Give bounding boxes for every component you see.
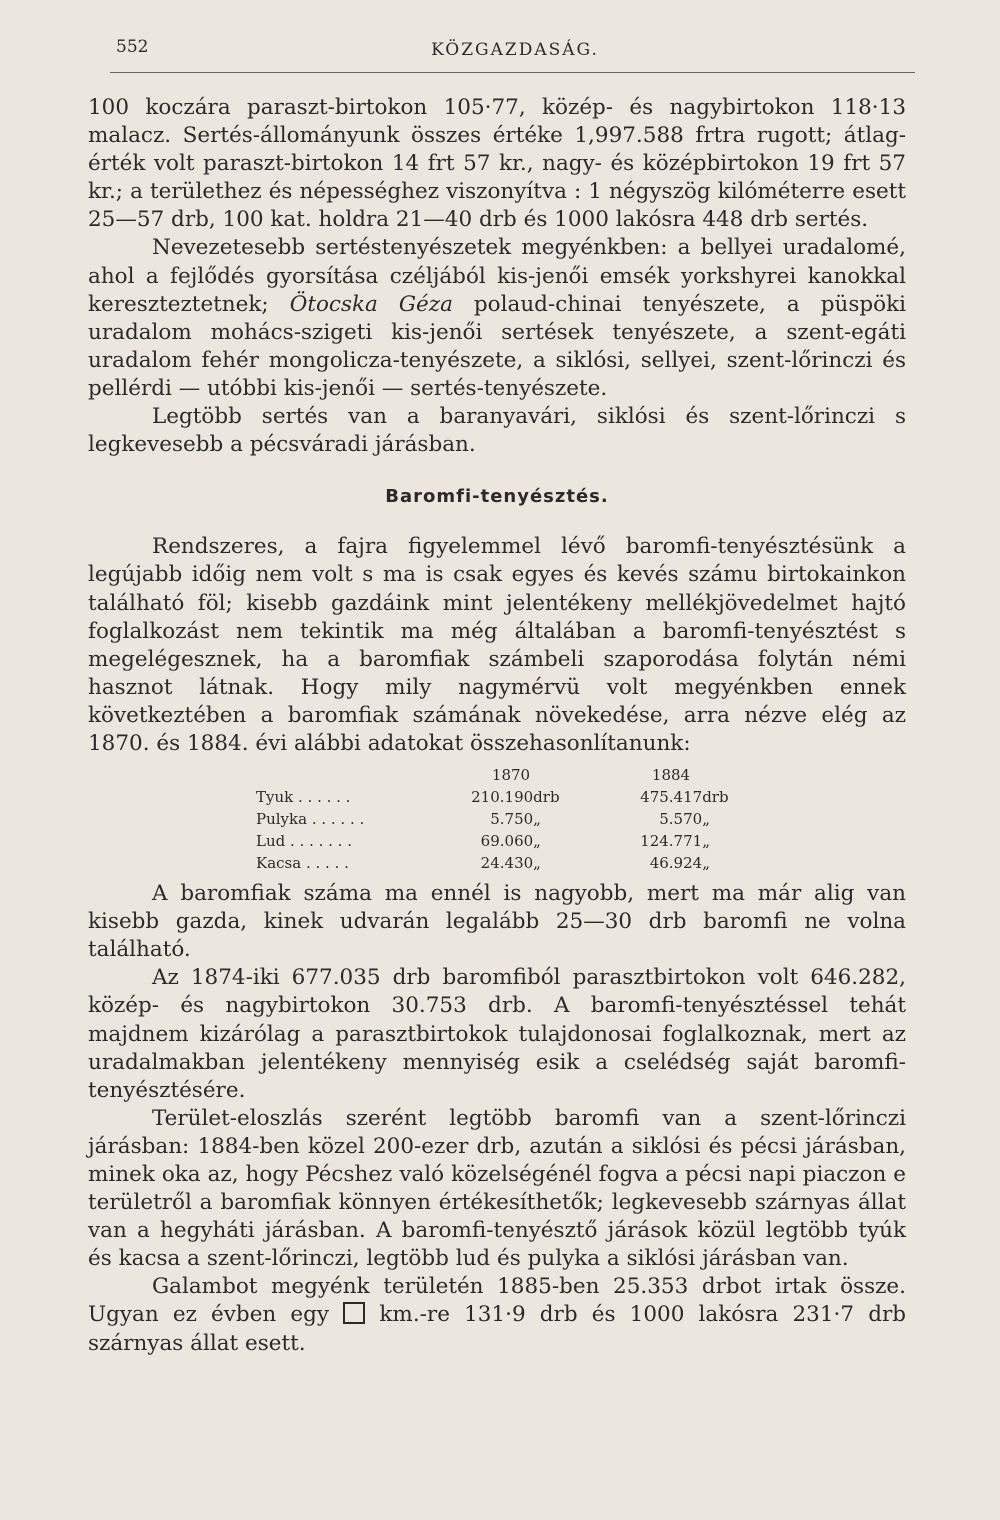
value-1870: 24.430 xyxy=(480,854,534,873)
paragraph-poultry-now: A baromfiak száma ma ennél is nagyobb, mert ma már alig van kisebb gazda, kinek udvarán legalább 25—30 drb baromfi ne volna található. xyxy=(88,881,906,963)
value-1884: 124.771 xyxy=(640,832,703,851)
table-row xyxy=(256,852,756,874)
poultry-table xyxy=(256,764,756,874)
row-label: Pulyka . . . . . . xyxy=(256,810,365,829)
value-1870: 210.190 xyxy=(471,788,534,807)
page-number: 552 xyxy=(116,37,149,57)
row-label: Tyuk . . . . . . xyxy=(256,788,351,807)
unit-1870: „ xyxy=(533,832,541,851)
paragraph-poultry-intro: Rendszeres, a fajra figyelemmel lévő baromfi-tenyésztésünk a legújabb időig nem volt s ma is csak egyes és kevés számu birtokainkon található föl; kisebb gazdáink mint jelentékeny mellékjövedelmet hajtó foglalkozást nem tekintik ma még általában a baromfi-tenyésztést s megelégesznek, ha a baromfiak számbeli szaporodása folytán némi hasznot látnak. Hogy mily nagymérvü volt megyénkben ennek következtében a baromfiak számának növekedése, arra nézve elég az 1870. és 1884. évi alábbi adatokat összehasonlítanunk: xyxy=(88,534,906,756)
table-header-1884: 1884 xyxy=(651,766,691,785)
paragraph-poultry-districts: Terület-eloszlás szerént legtöbb baromfi van a szent-lőrinczi járásban: 1884-ben közel 200-ezer drb, azután a siklósi és pécsi járásban, minek oka az, hogy Pécshez való közelségénél fogva a pécsi napi piaczon e területről a baromfiak könnyen értékesíthetők; legkevesebb szárnyas állat van a hegyháti járásban. A baromfi-tenyésztő járások közül legtöbb tyúk és kacsa a szent-lőrinczi, legtöbb lud és pulyka a siklósi járásban van. xyxy=(88,1105,906,1272)
table-row xyxy=(256,808,756,830)
table-header-row xyxy=(256,764,756,786)
page-body xyxy=(88,94,906,1358)
header-rule xyxy=(110,72,915,73)
page-header xyxy=(0,0,1000,90)
unit-1870: drb xyxy=(533,788,560,807)
p8-text-after: km.-re 131·9 drb és 1000 lakósra 231·7 drb szárnyas állat esett. xyxy=(88,1302,906,1356)
row-label: Kacsa . . . . . xyxy=(256,854,349,873)
unit-1884: „ xyxy=(702,854,710,873)
table-row xyxy=(256,830,756,852)
p2-text-before: Nevezetesebb sertéstenyészetek megyénkben: a bellyei uradalomé, ahol a fejlődés gyorsítása czéljából kis-jenői emsék yorkshyrei kanokkal kereszteztetnek; xyxy=(88,235,906,317)
square-symbol-icon xyxy=(343,1302,365,1324)
section-heading: Baromfi-tenyésztés. xyxy=(385,486,609,508)
value-1870: 69.060 xyxy=(480,832,534,851)
p2-text-after: polaud-chinai tenyészete, a püspöki uradalom mohács-szigeti kis-jenői sertések tenyészete, a szent-egáti uradalom fehér mongolicza-tenyészete, a siklósi, sellyei, szent-lőrinczi és pellérdi — utóbbi kis-jenői — sertés-tenyészete. xyxy=(88,291,906,401)
table-row xyxy=(256,786,756,808)
table-header-1870: 1870 xyxy=(491,766,531,785)
paragraph-swine-values: 100 koczára paraszt-birtokon 105·77, közép- és nagybirtokon 118·13 malacz. Sertés-állományunk összes értéke 1,997.588 frtra rugott; átlag-érték volt paraszt-birtokon 14 frt 57 kr., nagy- és középbirtokon 19 frt 57 kr.; a területhez és népességhez viszonyítva : 1 négyszög kilóméterre esett 25—57 drb, 100 kat. holdra 21—40 drb és 1000 lakósra 448 drb sertés. xyxy=(88,95,906,233)
unit-1884: „ xyxy=(702,832,710,851)
value-1884: 5.570 xyxy=(659,810,703,829)
running-title: KÖZGAZDASÁG. xyxy=(431,40,599,60)
value-1870: 5.750 xyxy=(490,810,534,829)
unit-1884: „ xyxy=(702,810,710,829)
breeder-name-italic: Ötocska Géza xyxy=(289,291,453,317)
p8-text-before: Galambot megyénk területén 1885-ben 25.353 drbot irtak össze. Ugyan ez évben egy xyxy=(88,1274,906,1328)
unit-1884: drb xyxy=(702,788,729,807)
unit-1870: „ xyxy=(533,854,541,873)
paragraph-poultry-1874: Az 1874-iki 677.035 drb baromfiból parasztbirtokon volt 646.282, közép- és nagybirtokon 30.753 drb. A baromfi-tenyésztéssel tehát majdnem kizárólag a parasztbirtokok tulajdonosai foglalkoznak, mert az uradalmakban jelentékeny mennyiség esik a cselédség saját baromfi-tenyésztésére. xyxy=(88,965,906,1103)
table-header-blank xyxy=(256,764,436,786)
unit-1870: „ xyxy=(533,810,541,829)
paragraph-pigeons xyxy=(88,1273,906,1357)
paragraph-swine-districts: Legtöbb sertés van a baranyavári, siklósi és szent-lőrinczi s legkevesebb a pécsváradi járásban. xyxy=(88,404,906,458)
row-label: Lud . . . . . . . xyxy=(256,832,352,851)
value-1884: 475.417 xyxy=(640,788,703,807)
paragraph-swine-breeders xyxy=(88,234,906,403)
value-1884: 46.924 xyxy=(649,854,703,873)
